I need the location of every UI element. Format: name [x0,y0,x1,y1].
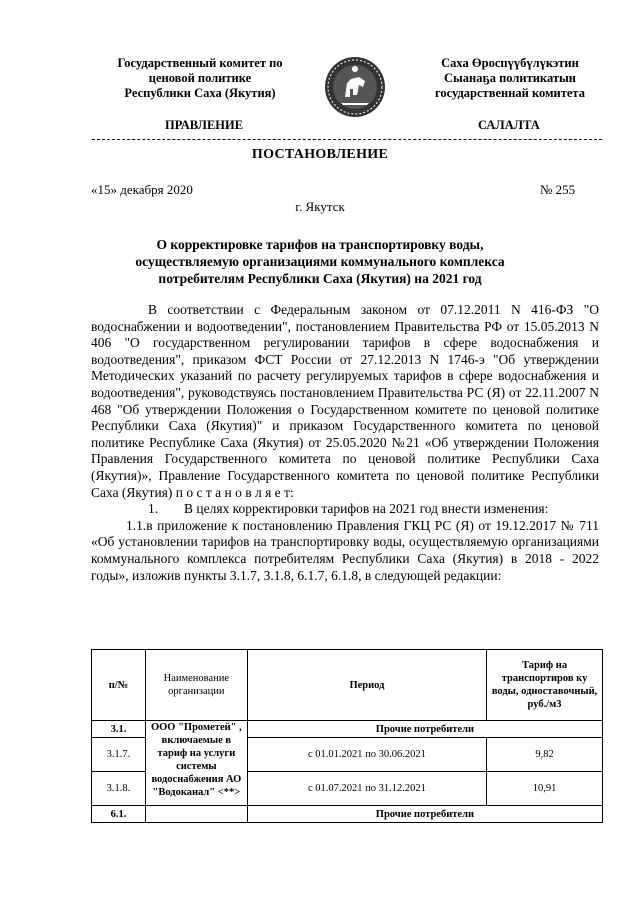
header-tariff: Тариф на транспортиров ку воды, одноставочный, руб./м3 [487,650,603,721]
header-left-line: Государственный комитет по [117,56,283,70]
row-value: 9,82 [487,738,603,772]
tariff-table [91,649,603,823]
table-row [92,806,603,823]
row-num: 6.1. [92,806,146,823]
item-number: 1. [148,501,159,517]
header-num: п/№ [92,650,146,721]
subject-line: потребителям Республики Саха (Якутия) на 2021 год [158,271,482,286]
row-period: с 01.01.2021 по 30.06.2021 [247,738,486,772]
subject-line: осуществляемую организациями коммунального комплекса [135,254,505,269]
row-num: 3.1. [92,721,146,738]
dept-right: САЛАЛТА [478,118,540,132]
subject-line: О корректировке тарифов на транспортировку воды, [156,237,484,252]
header-right-line: государственнай комитета [435,86,585,100]
header-left-line: Республики Саха (Якутия) [124,86,276,100]
body-paragraph: В соответствии с Федеральным законом от 07.12.2011 N 416-ФЗ "О водоснабжении и водоотведении", постановлением Правительства РФ от 15.05.2013 N 406 "О государственном регулировании тарифов в сфере водоснабжения и водоотведения", приказом ФСТ России от 27.12.2013 N 1746-э "Об утверждении Методических указаний по расчету регулируемых тарифов в сфере водоснабжения и водоотведения", руководствуясь постановлением Правительства РС (Я) от 22.11.2007 N 468 "Об утверждении Положения о Государственном комитете по ценовой политике Республики Саха (Якутия)" и приказом Государственного комитета по ценовой политике Республике Саха (Якутия) от 25.05.2020 №21 «Об утверждении Положения Правления Государственного комитета по ценовой политике Республики Саха (Якутия)», Правление Государственного комитета по ценовой политике Республики Саха (Якутия) п о с т а н о в л я е т: [91,302,599,500]
row-group: Прочие потребители [247,806,602,823]
header-left-line: ценовой политике [148,71,252,85]
row-group: Прочие потребители [247,721,602,738]
org-name: ООО "Прометей" , включаемые в тариф на услуги системы водоснабжения АО "Водоканал" <**> [145,721,247,806]
row-empty [145,806,247,823]
doc-subject [120,236,520,287]
row-value: 10,91 [487,772,603,806]
table-row [92,721,603,738]
row-num: 3.1.7. [92,738,146,772]
doc-number: № 255 [540,182,576,197]
body-item-1-1: 1.1.в приложение к постановлению Правления ГКЦ РС (Я) от 19.12.2017 № 711 «Об установлении тарифов на транспортировку воды, осуществляемую организациями коммунального комплекса потребителям Республики Саха (Якутия) в 2018 - 2022 годы», изложив пункты 3.1.7, 3.1.8, 6.1.7, 6.1.8, в следующей редакции: [91,517,599,583]
header-period: Период [247,650,486,721]
table-header-row [92,650,603,721]
doc-type: ПОСТАНОВЛЕНИЕ [251,147,389,162]
header-org: Наименование организации [145,650,247,721]
row-period: с 01.07.2021 по 31.12.2021 [247,772,486,806]
item-text: В целях корректировки тарифов на 2021 год внести изменения: [184,501,549,517]
body-item-1 [91,501,599,518]
coat-of-arms-icon [323,55,387,119]
separator-line [92,139,602,140]
header-left [100,56,300,101]
header-right-line: Сыанаҕа политикатын [444,71,576,85]
doc-city: г. Якутск [295,199,345,214]
header-right-line: Саха Өроспүүбүлүкэтин [441,56,579,70]
header-right [405,56,615,101]
doc-body [91,302,599,584]
doc-date: «15» декабря 2020 [91,182,193,197]
dept-left: ПРАВЛЕНИЕ [165,118,244,132]
row-num: 3.1.8. [92,772,146,806]
